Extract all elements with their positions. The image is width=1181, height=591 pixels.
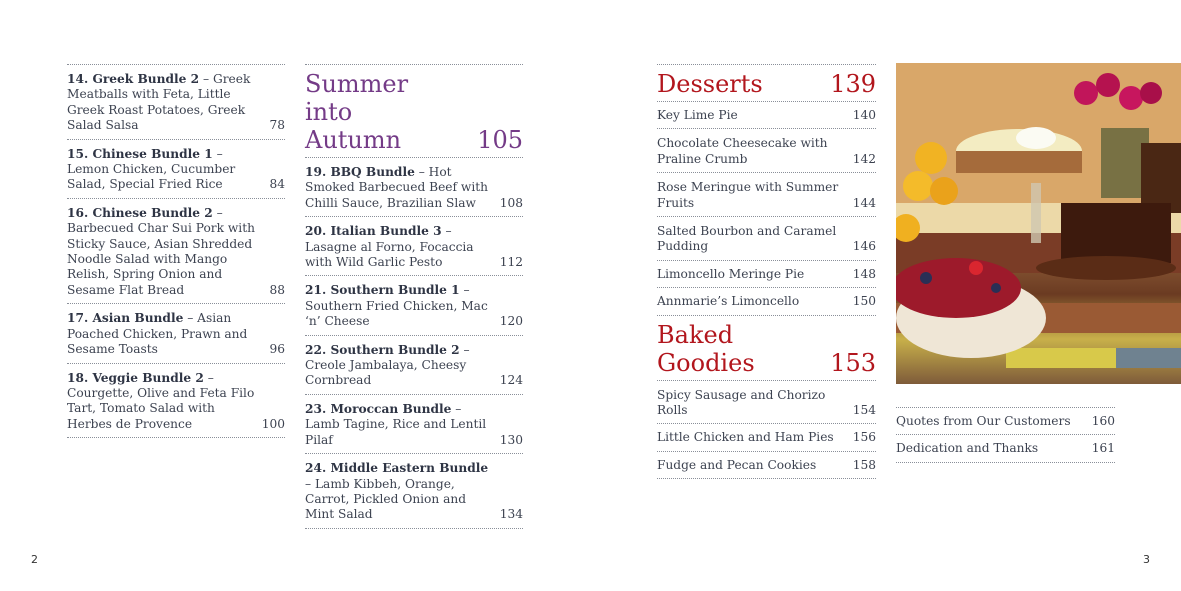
right-page-number: 3 [1143,553,1150,566]
page-number: 84 [269,177,285,192]
page-number: 120 [499,314,523,329]
page-number: 140 [852,108,876,122]
toc-entry[interactable]: Rose Meringue with Summer Fruits 144 [657,173,876,217]
toc-column-3 [657,64,876,479]
page-number: 161 [1091,441,1115,456]
toc-entry[interactable]: Annmarie’s Limoncello 150 [657,288,876,315]
toc-entry[interactable]: Fudge and Pecan Cookies 158 [657,452,876,479]
page-number: 139 [830,70,876,98]
page-number: 112 [499,255,523,270]
page-number: 154 [852,403,876,418]
page-number: 108 [499,195,523,210]
page-number: 142 [852,151,876,166]
toc-entry[interactable]: Limoncello Meringe Pie 148 [657,261,876,288]
page-number: 146 [852,239,876,254]
page-number: 105 [477,126,523,154]
toc-column-1 [67,64,285,438]
page-number: 78 [269,118,285,133]
page-number: 144 [852,195,876,210]
section-heading-baked-goodies[interactable]: Baked Goodies 153 [657,316,876,381]
toc-entry[interactable]: 14. Greek Bundle 2 – Greek Meatballs with Feta, Little Greek Roast Potatoes, Greek Salad Salsa 78 [67,65,285,140]
toc-entry[interactable]: Chocolate Cheesecake with Praline Crumb 142 [657,129,876,173]
desserts-photo [896,63,1181,384]
section-heading-desserts[interactable]: Desserts 139 [657,65,876,102]
desserts-photo-illustration [896,63,1181,384]
toc-entry[interactable]: Spicy Sausage and Chorizo Rolls 154 [657,381,876,425]
toc-entry[interactable]: 18. Veggie Bundle 2 – Courgette, Olive and Feta Filo Tart, Tomato Salad with Herbes de Provence 100 [67,364,285,439]
toc-entry[interactable]: 19. BBQ Bundle – Hot Smoked Barbecued Beef with Chilli Sauce, Brazilian Slaw 108 [305,158,523,217]
page-number: 156 [852,430,876,445]
page-number: 158 [852,457,876,472]
toc-entry[interactable]: Salted Bourbon and Caramel Pudding 146 [657,217,876,261]
left-page-number: 2 [31,553,38,566]
toc-entry[interactable]: Key Lime Pie 140 [657,102,876,129]
toc-entry[interactable]: 15. Chinese Bundle 1 – Lemon Chicken, Cucumber Salad, Special Fried Rice 84 [67,140,285,199]
toc-entry[interactable]: Little Chicken and Ham Pies 156 [657,424,876,451]
toc-entry[interactable]: 16. Chinese Bundle 2 – Barbecued Char Sui Pork with Sticky Sauce, Asian Shredded Noodle Salad with Mango Relish, Spring Onion and Sesame Flat Bread 88 [67,199,285,304]
page-number: 88 [269,282,285,297]
page-number: 153 [830,348,876,377]
toc-entry[interactable]: 23. Moroccan Bundle – Lamb Tagine, Rice and Lentil Pilaf 130 [305,395,523,454]
page-number: 96 [269,342,285,357]
toc-entry[interactable]: Quotes from Our Customers 160 [896,408,1115,435]
toc-entry[interactable]: Dedication and Thanks 161 [896,435,1115,462]
page-number: 100 [261,416,285,431]
toc-column-4 [896,407,1115,463]
toc-entry[interactable]: 22. Southern Bundle 2 – Creole Jambalaya, Cheesy Cornbread 124 [305,336,523,395]
toc-entry[interactable]: 20. Italian Bundle 3 – Lasagne al Forno, Focaccia with Wild Garlic Pesto 112 [305,217,523,276]
toc-entry[interactable]: 17. Asian Bundle – Asian Poached Chicken, Prawn and Sesame Toasts 96 [67,304,285,363]
page-number: 134 [499,507,523,522]
page-number: 160 [1091,414,1115,428]
toc-column-2 [305,64,523,529]
page-number: 130 [499,432,523,447]
page-number: 150 [852,294,876,309]
toc-entry[interactable]: 21. Southern Bundle 1 – Southern Fried Chicken, Mac ‘n’ Cheese 120 [305,276,523,335]
page-number: 124 [499,373,523,388]
page-number: 148 [852,266,876,281]
toc-entry[interactable]: 24. Middle Eastern Bundle – Lamb Kibbeh, Orange, Carrot, Pickled Onion and Mint Salad 134 [305,454,523,529]
section-heading-summer-into-autumn[interactable]: Summer into Autumn 105 [305,65,523,158]
